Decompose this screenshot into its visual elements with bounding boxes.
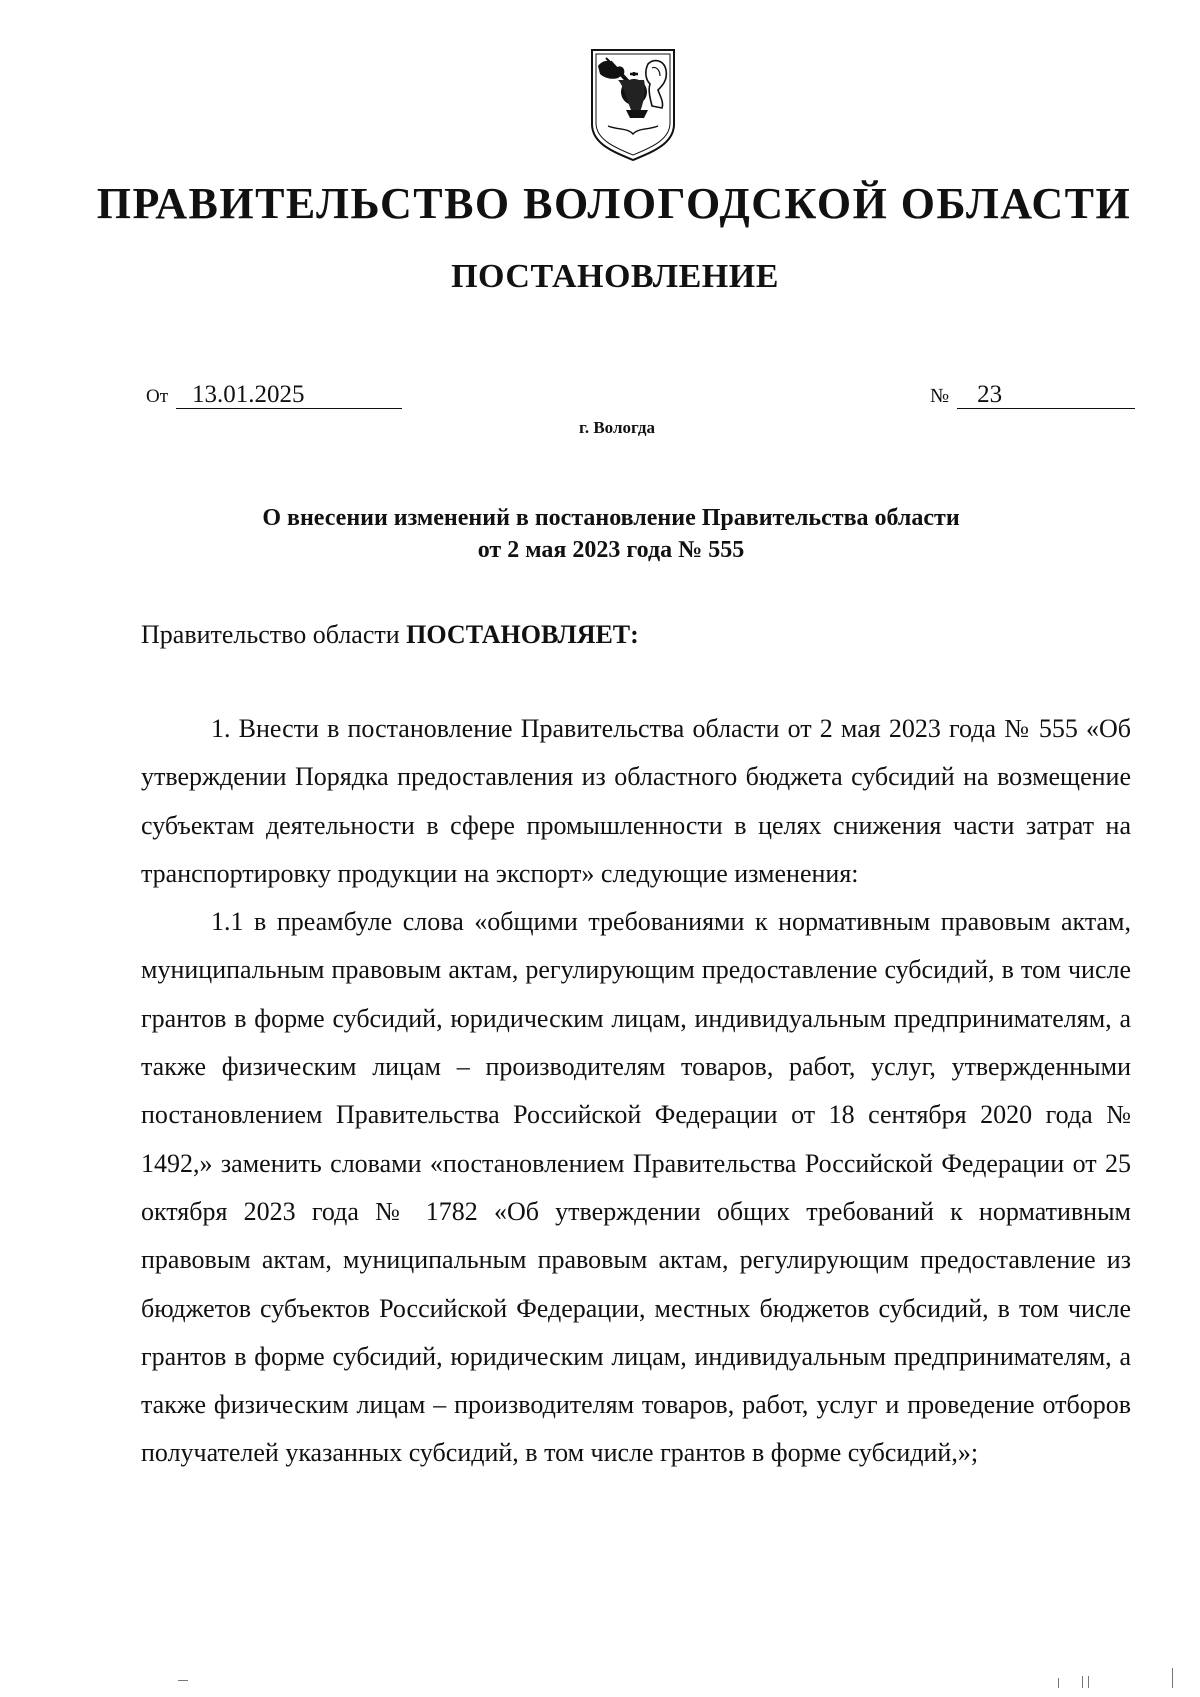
date-prefix: От — [146, 386, 169, 407]
scan-artifact — [1082, 1676, 1083, 1688]
document-type: ПОСТАНОВЛЕНИЕ — [451, 258, 779, 295]
body-paragraph-2: 1.1 в преамбуле слова «общими требованиями к нормативным правовым актам, муниципальным правовым актам, регулирующим предоставление субсидий, в том числе грантов в форме субсидий, юридическим лицам, индивидуальным предпринимателям, а также физическим лицам – производителям товаров, работ, услуг, утвержденными постановлением Правительства Российской Федерации от 18 сентября 2020 года № 1492,» заменить словами «постановлением Правительства Российской Федерации от 25 октября 2023 года № 1782 «Об утверждении общих требований к нормативным правовым актам, муниципальным правовым актам, регулирующим предоставление из бюджетов субъектов Российской Федерации, местных бюджетов субсидий, в том числе грантов в форме субсидий, юридическим лицам, индивидуальным предпринимателям, а также физическим лицам – производителям товаров, работ, услуг и проведение отборов получателей указанных субсидий, в том числе грантов в форме субсидий,»; — [141, 907, 1131, 1468]
coat-of-arms-icon — [588, 46, 678, 164]
date-value: 13.01.2025 — [176, 382, 402, 409]
scan-artifact — [178, 1680, 188, 1681]
document-date — [146, 382, 402, 409]
government-title: ПРАВИТЕЛЬСТВО ВОЛОГОДСКОЙ ОБЛАСТИ — [96, 179, 1132, 228]
scan-artifact — [1058, 1678, 1059, 1688]
body-paragraph-1: 1. Внести в постановление Правительства области от 2 мая 2023 года № 555 «Об утверждении Порядка предоставления из областного бюджета субсидий на возмещение субъектам деятельности в сфере промышленности в целях снижения части затрат на транспортировку продукции на экспорт» следующие изменения: — [141, 714, 1131, 888]
scan-artifact — [1088, 1676, 1089, 1688]
subject-line-2: от 2 мая 2023 года № 555 — [477, 537, 745, 563]
decree-statement — [141, 620, 639, 650]
document-body — [141, 705, 1131, 1478]
document-subject — [0, 502, 1200, 566]
scan-artifact — [1172, 1668, 1173, 1688]
decree-verb: ПОСТАНОВЛЯЕТ: — [406, 620, 639, 649]
decree-lead: Правительство области — [141, 620, 400, 649]
number-value: 23 — [957, 382, 1135, 409]
city-name: г. Вологда — [579, 418, 655, 437]
number-prefix: № — [930, 385, 950, 407]
subject-line-1: О внесении изменений в постановление Правительства области — [262, 505, 960, 531]
document-number — [930, 382, 1135, 409]
